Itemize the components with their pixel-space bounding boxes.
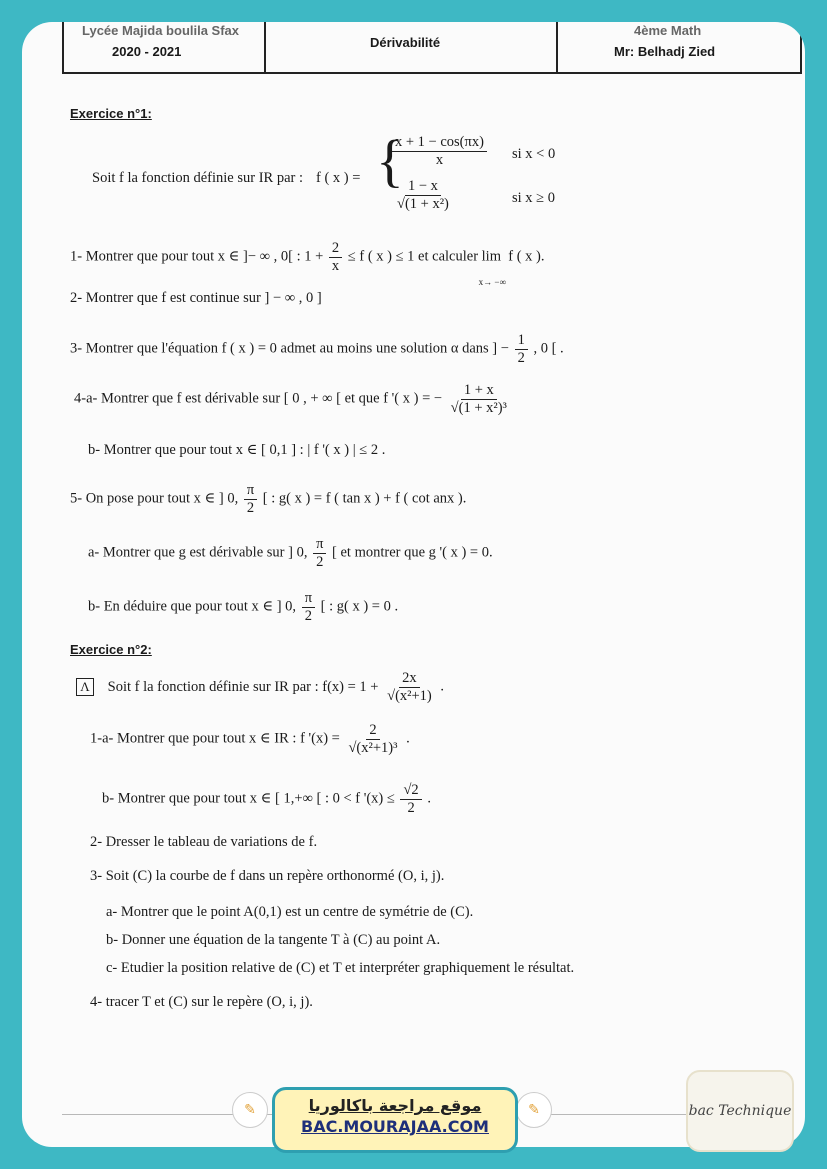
level: 4ème Math (634, 23, 702, 38)
ex2-intro-frac-num: 2x (399, 670, 420, 688)
case2-condition: si x ≥ 0 (512, 190, 556, 206)
logo-icon-right: ✎ (516, 1092, 552, 1128)
ex2-intro-frac-den: √(x²+1) (387, 687, 432, 704)
ex2-intro (76, 670, 444, 704)
q3-frac-num: 1 (515, 332, 528, 350)
q5-text-b: [ : g( x ) = f ( tan x ) + f ( cot anx ). (262, 490, 467, 507)
ex1-intro: Soit f la fonction définie sur IR par : (92, 170, 304, 186)
teacher-name: Mr: Belhadj Zied (614, 44, 716, 59)
ex2-intro-text: Soit f la fonction définie sur IR par : f(x) = 1 + (107, 678, 379, 695)
ex1-question-5a (88, 536, 493, 570)
ex1-question-3 (70, 332, 564, 366)
ex1-question-5 (70, 482, 466, 516)
piecewise-brace: { (376, 128, 404, 193)
q5-frac-num: π (244, 482, 257, 500)
case2-denominator: √(1 + x²) (397, 195, 449, 212)
q5-text-a: 5- On pose pour tout x ∈ ] 0, (70, 490, 239, 507)
ex2-question-1b (102, 782, 431, 816)
q1-text-a: 1- Montrer que pour tout x ∈ ]− ∞ , 0[ : 1 + (70, 248, 324, 265)
q5b-text-a: b- En déduire que pour tout x ∈ ] 0, (88, 598, 297, 615)
document-page (22, 22, 805, 1147)
q1-text-c: f ( x ). (508, 248, 545, 265)
q3-text-c: , 0 [ . (533, 340, 564, 357)
ex2-q1b-frac-num: √2 (400, 782, 421, 800)
exercise-1-title: Exercice n°1: (70, 106, 152, 121)
part-label-box: Λ (76, 678, 94, 696)
ex2-question-3c: c- Etudier la position relative de (C) et T et interpréter graphiquement le résultat. (106, 960, 575, 976)
school-year: 2020 - 2021 (112, 44, 182, 59)
case1-denominator: x (435, 151, 444, 168)
case2-fraction (392, 178, 454, 212)
q3-frac-den: 2 (517, 349, 525, 366)
case1-numerator: x + 1 − cos(πx) (392, 134, 487, 152)
ex1-question-4b: b- Montrer que pour tout x ∈ [ 0,1 ] : | f '( x ) | ≤ 2 . (88, 442, 386, 458)
header-subject-cell (266, 22, 558, 72)
ex1-question-1 (70, 240, 545, 287)
banner-arabic-text: موقع مراجعة باكالوريا (308, 1096, 482, 1115)
ex2-q1b-frac-den: 2 (407, 799, 415, 816)
banner-site-link[interactable]: BAC.MOURAJAA.COM (301, 1117, 489, 1136)
exercise-2-title: Exercice n°2: (70, 642, 152, 657)
ex1-question-4a (74, 382, 512, 416)
q4a-frac-num: 1 + x (461, 382, 497, 400)
ex1-f-lhs: f ( x ) = (316, 170, 361, 186)
q1-frac-den: x (331, 257, 340, 274)
footer-rule-right (542, 1114, 702, 1115)
q4a-frac-den: √(1 + x²)³ (450, 399, 507, 416)
q5b-frac-den: 2 (304, 607, 312, 624)
header-teacher-cell (558, 22, 800, 72)
ex2-question-3b: b- Donner une équation de la tangente T à (C) au point A. (106, 932, 441, 948)
q5a-frac-num: π (313, 536, 326, 554)
ex2-q1a-frac-den: √(x²+1)³ (348, 739, 398, 756)
header-table (62, 22, 802, 74)
header-school-cell (64, 22, 266, 72)
ex2-question-2: 2- Dresser le tableau de variations de f. (90, 834, 318, 850)
subject-title: Dérivabilité (370, 35, 441, 50)
ex1-question-5b (88, 590, 398, 624)
q5-frac-den: 2 (246, 499, 255, 516)
q1-text-b: ≤ f ( x ) ≤ 1 et calculer lim (347, 248, 501, 265)
ex2-question-1a (90, 722, 410, 756)
q5b-text-b: [ : g( x ) = 0 . (320, 598, 399, 615)
ex1-question-2: 2- Montrer que f est continue sur ] − ∞ , 0 ] (70, 290, 322, 306)
q3-text-b: ] − (492, 340, 509, 357)
ex2-q1a-end: . (406, 730, 410, 747)
q5a-text-a: a- Montrer que g est dérivable sur ] 0, (88, 544, 308, 561)
school-name: Lycée Majida boulila Sfax (82, 23, 240, 38)
q5a-text-b: [ et montrer que g '( x ) = 0. (332, 544, 493, 561)
ex2-q1a-text: 1-a- Montrer que pour tout x ∈ IR : f '(x) = (90, 730, 340, 747)
q5b-frac-num: π (302, 590, 315, 608)
ex2-q1b-text: b- Montrer que pour tout x ∈ [ 1,+∞ [ : 0 < f '(x) ≤ (102, 790, 395, 807)
site-banner[interactable] (272, 1087, 518, 1153)
ex2-question-3a: a- Montrer que le point A(0,1) est un centre de symétrie de (C). (106, 904, 474, 920)
q3-text-a: 3- Montrer que l'équation f ( x ) = 0 admet au moins une solution α dans (70, 340, 489, 357)
q1-frac-num: 2 (329, 240, 342, 258)
q1-limit-subscript: x→ −∞ (478, 276, 506, 287)
badge-text: bac Technique (688, 1103, 792, 1119)
ex2-intro-end: . (440, 678, 444, 695)
case1-fraction (390, 134, 489, 168)
ex2-question-4: 4- tracer T et (C) sur le repère (O, i, j). (90, 994, 313, 1010)
case2-numerator: 1 − x (405, 178, 441, 196)
q5a-frac-den: 2 (316, 553, 324, 570)
ex2-question-3: 3- Soit (C) la courbe de f dans un repère orthonormé (O, i, j). (90, 868, 445, 884)
logo-icon-left: ✎ (232, 1092, 268, 1128)
q4a-text: 4-a- Montrer que f est dérivable sur [ 0 , + ∞ [ et que f '( x ) = − (74, 390, 443, 407)
ex2-q1a-frac-num: 2 (366, 722, 379, 740)
bac-technique-badge (686, 1070, 794, 1152)
ex2-q1b-end: . (427, 790, 431, 807)
case1-condition: si x < 0 (512, 146, 556, 162)
